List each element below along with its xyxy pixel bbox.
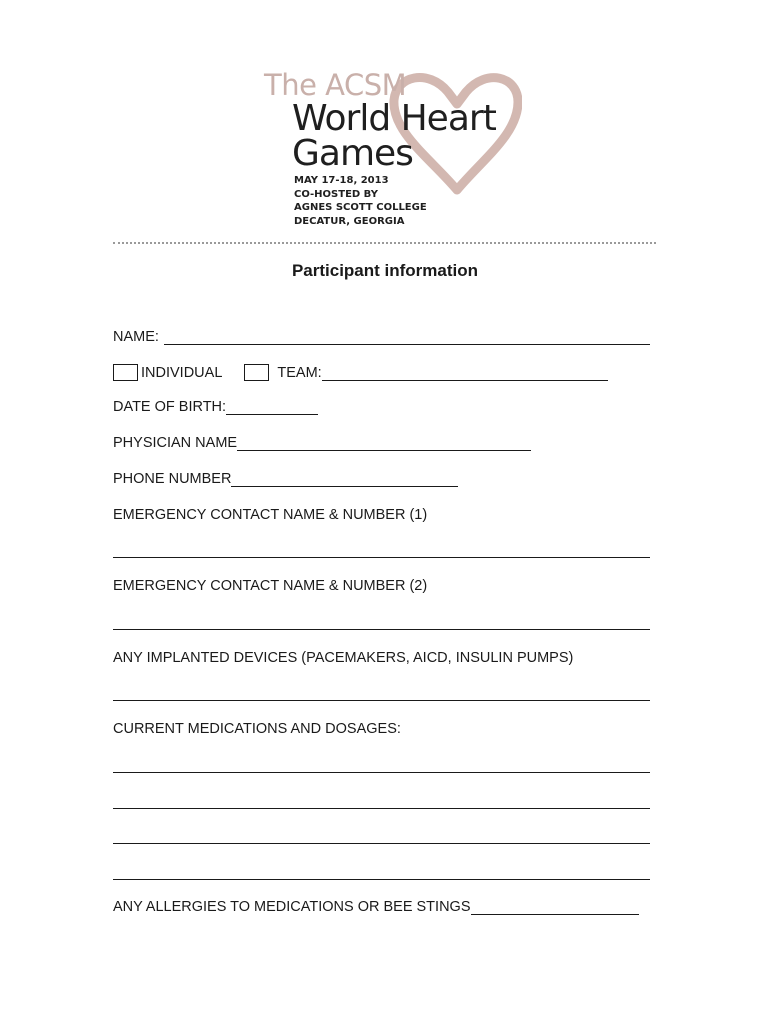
implanted-row — [113, 650, 573, 666]
team-name-field[interactable] — [322, 366, 608, 381]
medications-field-1[interactable] — [113, 772, 650, 773]
implanted-field[interactable] — [113, 700, 650, 701]
emergency1-label: EMERGENCY CONTACT NAME & NUMBER (1) — [113, 507, 428, 523]
physician-label: PHYSICIAN NAME — [113, 435, 238, 451]
dob-label: DATE OF BIRTH: — [113, 399, 227, 415]
logo-line-games: Games — [292, 133, 413, 174]
emergency2-row — [113, 578, 427, 594]
event-logo — [262, 66, 522, 236]
logo-line-acsm: The ACSM — [264, 68, 407, 102]
physician-row — [113, 435, 531, 451]
individual-checkbox[interactable] — [113, 364, 138, 381]
phone-label: PHONE NUMBER — [113, 471, 232, 487]
event-cohost-label: CO-HOSTED BY — [294, 188, 378, 200]
emergency1-row — [113, 507, 427, 523]
implanted-label: ANY IMPLANTED DEVICES (PACEMAKERS, AICD, INSULIN PUMPS) — [113, 650, 574, 666]
event-details — [294, 174, 427, 228]
team-label: TEAM: — [277, 365, 322, 381]
dob-field[interactable] — [226, 400, 318, 415]
form-title: Participant information — [291, 261, 479, 280]
phone-field[interactable] — [231, 472, 458, 487]
allergies-field[interactable] — [471, 900, 639, 915]
allergies-label: ANY ALLERGIES TO MEDICATIONS OR BEE STINGS — [113, 899, 471, 915]
allergies-row — [113, 899, 639, 915]
medications-field-3[interactable] — [113, 843, 650, 844]
phone-row — [113, 471, 458, 487]
name-label: NAME: — [113, 329, 159, 345]
entry-type-row — [113, 364, 608, 381]
name-field[interactable] — [164, 330, 650, 345]
header-divider — [113, 242, 656, 244]
logo-line-world-heart: World Heart — [292, 98, 496, 139]
emergency1-field[interactable] — [113, 557, 650, 558]
medications-label: CURRENT MEDICATIONS AND DOSAGES: — [113, 721, 401, 737]
emergency2-label: EMERGENCY CONTACT NAME & NUMBER (2) — [113, 578, 428, 594]
medications-field-4[interactable] — [113, 879, 650, 880]
team-checkbox[interactable] — [244, 364, 269, 381]
individual-label: INDIVIDUAL — [141, 365, 223, 381]
event-host-college: AGNES SCOTT COLLEGE — [294, 202, 427, 213]
medications-row — [113, 721, 401, 737]
event-location: DECATUR, GEORGIA — [294, 215, 405, 227]
emergency2-field[interactable] — [113, 629, 650, 630]
physician-field[interactable] — [237, 436, 531, 451]
name-row — [113, 329, 650, 345]
event-date: MAY 17-18, 2013 — [294, 175, 389, 186]
medications-field-2[interactable] — [113, 808, 650, 809]
dob-row — [113, 399, 318, 415]
